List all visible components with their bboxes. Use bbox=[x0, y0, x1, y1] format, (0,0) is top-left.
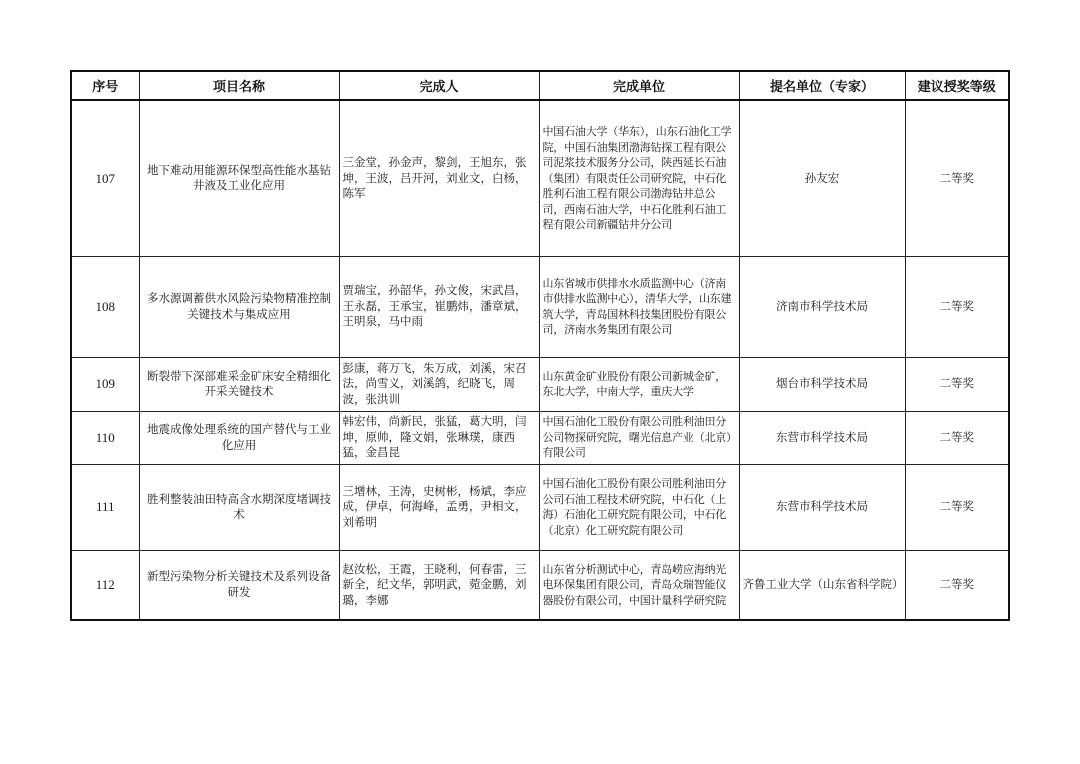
table-row bbox=[71, 550, 1009, 620]
cell-project: 地震成像处理系统的国产替代与工业化应用 bbox=[139, 411, 339, 464]
cell-level: 二等奖 bbox=[905, 464, 1009, 550]
header-nominator: 提名单位（专家） bbox=[739, 71, 905, 100]
cell-nominator: 齐鲁工业大学（山东省科学院） bbox=[739, 550, 905, 620]
table-row bbox=[71, 357, 1009, 411]
table-row bbox=[71, 464, 1009, 550]
cell-people: 三增林，王涛，史树彬，杨斌，李应成，伊卓，何海峰，孟勇，尹相文，刘希明 bbox=[339, 464, 539, 550]
cell-people: 赵汝松，王霞，王晓利，何春雷，三新全，纪文华，郭明武，菀金鹏，刘璐，李娜 bbox=[339, 550, 539, 620]
cell-nominator: 东营市科学技术局 bbox=[739, 411, 905, 464]
cell-project: 新型污染物分析关键技术及系列设备研发 bbox=[139, 550, 339, 620]
table-row bbox=[71, 256, 1009, 357]
cell-people: 彭康，蒋万飞，朱万成，刘溪，宋召法，尚雪义，刘溪鸽，纪晓飞，周波，张洪训 bbox=[339, 357, 539, 411]
table-row bbox=[71, 411, 1009, 464]
cell-people: 韩宏伟，尚新民，张猛，葛大明，闫坤，原帅，隆文娟，张琳璞，康西猛，金昌昆 bbox=[339, 411, 539, 464]
cell-units: 中国石油化工股份有限公司胜利油田分公司石油工程技术研究院，中石化（上海）石油化工研究院有限公司，中石化（北京）化工研究院有限公司 bbox=[539, 464, 739, 550]
cell-units: 中国石油化工股份有限公司胜利油田分公司物探研究院，曙光信息产业（北京）有限公司 bbox=[539, 411, 739, 464]
cell-nominator: 孙友宏 bbox=[739, 100, 905, 256]
cell-seq: 107 bbox=[71, 100, 139, 256]
cell-level: 二等奖 bbox=[905, 100, 1009, 256]
cell-seq: 112 bbox=[71, 550, 139, 620]
header-units: 完成单位 bbox=[539, 71, 739, 100]
cell-people: 贾瑞宝，孙韶华，孙文俊，宋武昌，王永磊，王承宝，崔鹏炜，潘章斌，王明泉，马中雨 bbox=[339, 256, 539, 357]
cell-nominator: 济南市科学技术局 bbox=[739, 256, 905, 357]
cell-seq: 108 bbox=[71, 256, 139, 357]
header-level: 建议授奖等级 bbox=[905, 71, 1009, 100]
award-table bbox=[70, 70, 1010, 621]
cell-level: 二等奖 bbox=[905, 357, 1009, 411]
cell-level: 二等奖 bbox=[905, 550, 1009, 620]
cell-nominator: 烟台市科学技术局 bbox=[739, 357, 905, 411]
cell-project: 多水源调蓄供水风险污染物精准控制关键技术与集成应用 bbox=[139, 256, 339, 357]
table-header bbox=[71, 71, 1009, 100]
cell-nominator: 东营市科学技术局 bbox=[739, 464, 905, 550]
cell-seq: 111 bbox=[71, 464, 139, 550]
cell-seq: 110 bbox=[71, 411, 139, 464]
cell-project: 胜利整装油田特高含水期深度堵调技术 bbox=[139, 464, 339, 550]
table-body bbox=[71, 100, 1009, 620]
cell-units: 山东黄金矿业股份有限公司新城金矿，东北大学，中南大学，重庆大学 bbox=[539, 357, 739, 411]
table-row bbox=[71, 100, 1009, 256]
header-people: 完成人 bbox=[339, 71, 539, 100]
cell-level: 二等奖 bbox=[905, 256, 1009, 357]
cell-level: 二等奖 bbox=[905, 411, 1009, 464]
cell-units: 山东省分析测试中心，青岛崂应海纳光电环保集团有限公司，青岛众瑞智能仪器股份有限公司，中国计量科学研究院 bbox=[539, 550, 739, 620]
cell-people: 三金堂，孙金声，黎剑，王旭东，张坤，王波，吕开河，刘业文，白杨，陈军 bbox=[339, 100, 539, 256]
header-seq: 序号 bbox=[71, 71, 139, 100]
cell-units: 中国石油大学（华东），山东石油化工学院，中国石油集团渤海钻探工程有限公司泥浆技术服务分公司，陕西延长石油（集团）有限责任公司研究院，中石化胜利石油工程有限公司渤海钻井总公司，西南石油大学，中石化胜利石油工程有限公司新疆钻井分公司 bbox=[539, 100, 739, 256]
header-row bbox=[71, 71, 1009, 100]
cell-seq: 109 bbox=[71, 357, 139, 411]
header-project: 项目名称 bbox=[139, 71, 339, 100]
cell-project: 地下难动用能源环保型高性能水基钻井液及工业化应用 bbox=[139, 100, 339, 256]
cell-units: 山东省城市供排水水质监测中心（济南市供排水监测中心），清华大学，山东建筑大学，青岛国林科技集团股份有限公司，济南水务集团有限公司 bbox=[539, 256, 739, 357]
cell-project: 断裂带下深部难采金矿床安全精细化开采关键技术 bbox=[139, 357, 339, 411]
